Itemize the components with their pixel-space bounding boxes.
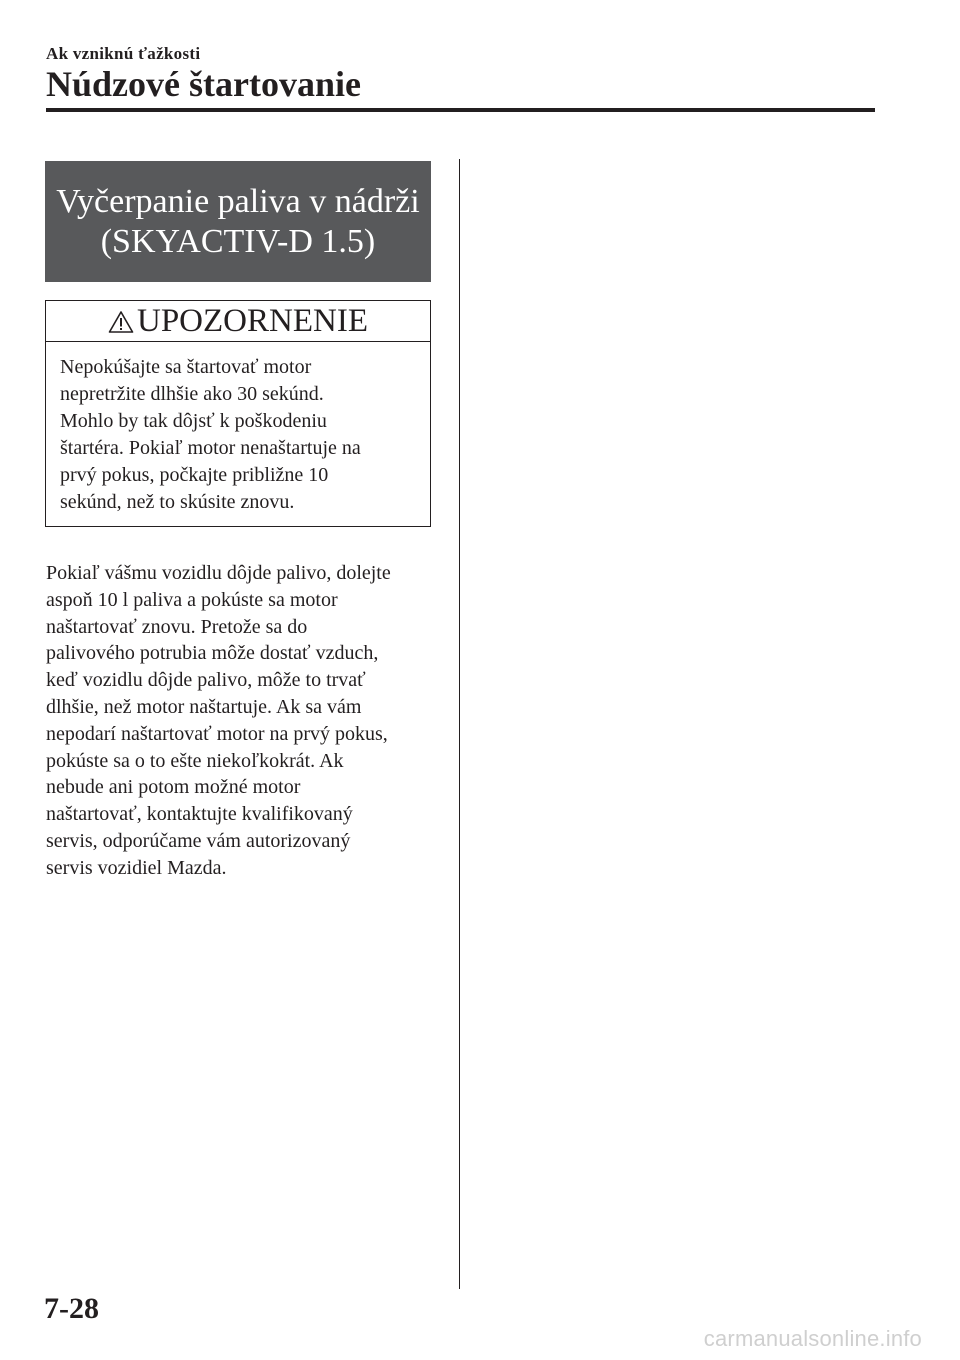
caution-box bbox=[45, 300, 431, 527]
warning-triangle-icon bbox=[108, 310, 134, 334]
header-rule bbox=[46, 108, 875, 112]
body-line: nebude ani potom možné motor bbox=[46, 776, 301, 799]
body-line: Pokiaľ vášmu vozidlu dôjde palivo, dolejte bbox=[46, 562, 391, 584]
caution-line: sekúnd, než to skúsite znovu. bbox=[60, 491, 295, 513]
caution-line: Mohlo by tak dôjsť k poškodeniu bbox=[60, 410, 327, 432]
caution-line: Nepokúšajte sa štartovať motor bbox=[60, 356, 312, 378]
topic-title: Vyčerpanie paliva v nádrži (SKYACTIV-D 1.5) bbox=[56, 182, 420, 260]
body-line: naštartovať, kontaktujte kvalifikovaný bbox=[46, 803, 353, 826]
chapter-title: Ak vzniknú ťažkosti bbox=[46, 44, 201, 63]
caution-line: štartéra. Pokiaľ motor nenaštartuje na bbox=[60, 437, 361, 459]
body-line: servis vozidiel Mazda. bbox=[46, 856, 227, 879]
body-line: naštartovať znovu. Pretože sa do bbox=[46, 615, 308, 638]
body-line: nepodarí naštartovať motor na prvý pokus, bbox=[46, 722, 388, 745]
watermark: carmanualsonline.info bbox=[703, 1326, 922, 1351]
body-line: dlhšie, než motor naštartuje. Ak sa vám bbox=[46, 695, 362, 718]
section-title: Núdzové štartovanie bbox=[46, 64, 361, 104]
body-line: aspoň 10 l paliva a pokúste sa motor bbox=[46, 588, 338, 611]
body-line: keď vozidlu dôjde palivo, môže to trvať bbox=[46, 669, 366, 692]
caution-header bbox=[46, 301, 430, 342]
caution-line: nepretržite dlhšie ako 30 sekúnd. bbox=[60, 383, 324, 405]
body-line: pokúste sa o to ešte niekoľkokrát. Ak bbox=[46, 749, 344, 772]
caution-line: prvý pokus, počkajte približne 10 bbox=[60, 464, 329, 486]
caution-heading: UPOZORNENIE bbox=[137, 303, 368, 339]
caution-text bbox=[46, 342, 430, 516]
body-paragraph bbox=[46, 560, 446, 882]
page-number: 7-28 bbox=[44, 1292, 99, 1325]
column-divider bbox=[459, 159, 460, 1289]
body-line: palivového potrubia môže dostať vzduch, bbox=[46, 642, 379, 665]
body-line: servis, odporúčame vám autorizovaný bbox=[46, 829, 351, 852]
topic-title-box bbox=[45, 161, 431, 282]
